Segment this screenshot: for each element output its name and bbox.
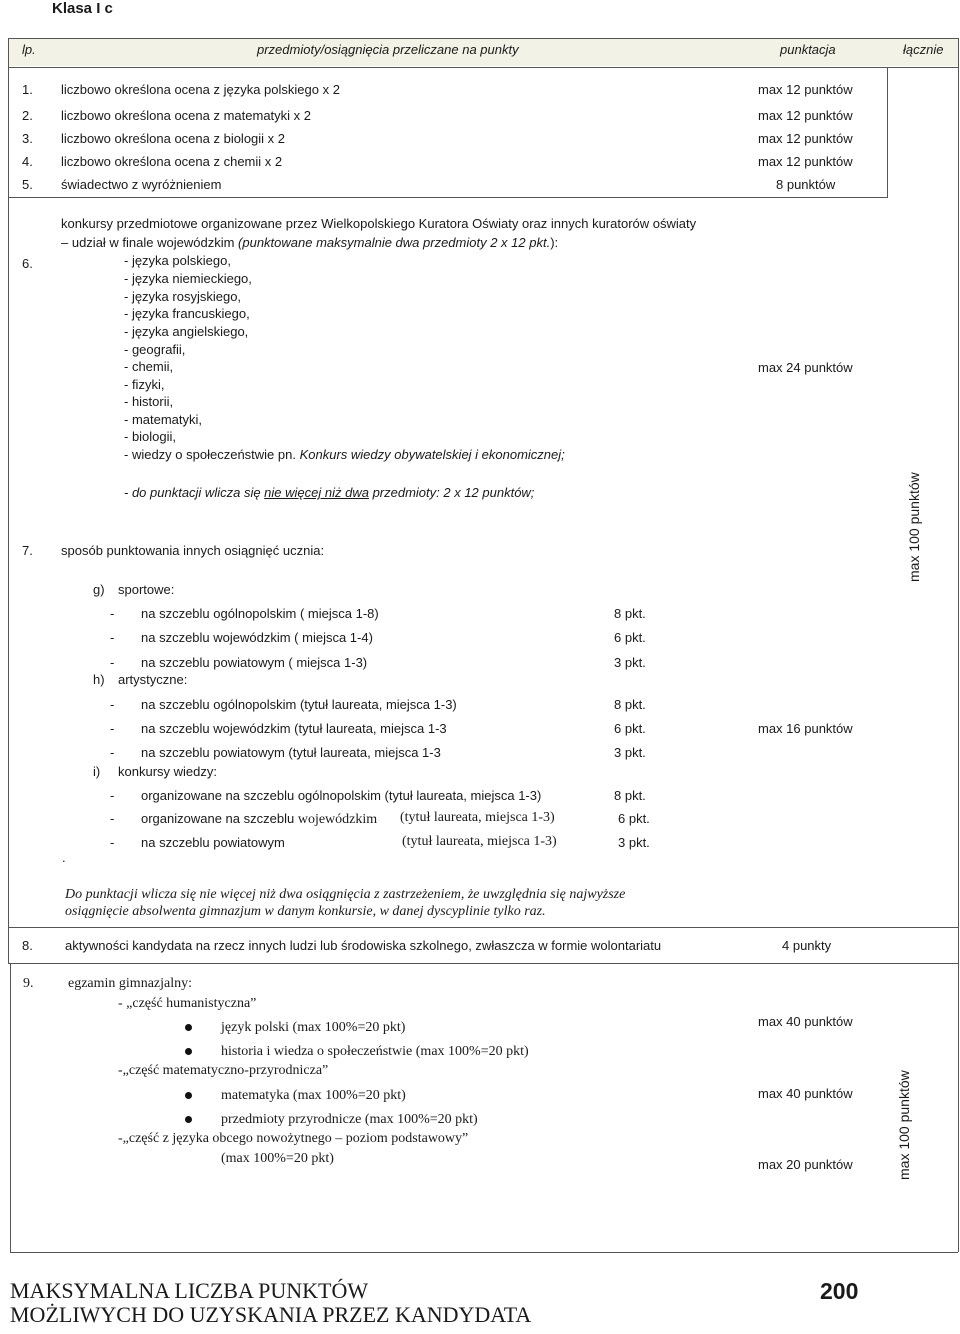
row9-title: egzamin gimnazjalny:	[68, 976, 193, 991]
row7-note-line1: Do punktacji wlicza się nie więcej niż dwa osiągnięcia z zastrzeżeniem, że uwzględnia się najwyższe	[65, 887, 626, 902]
row6-line2b: (punktowane maksymalnie dwa przedmioty 2 x 12 pkt.	[238, 235, 551, 250]
list-item-num: 5.	[22, 177, 33, 192]
row6-subject: - języka niemieckiego,	[124, 271, 252, 286]
bullet-icon	[185, 1092, 192, 1099]
row6-note-a: - do punktacji wlicza się	[124, 485, 265, 500]
row9-part2-item: przedmioty przyrodnicze (max 100%=20 pkt)	[221, 1112, 478, 1127]
row7-h-dash: -	[110, 745, 115, 760]
row6-subject: - języka francuskiego,	[124, 306, 250, 321]
header-points: punktacja	[780, 42, 836, 57]
row7-i-text	[141, 810, 377, 828]
row7-h-pts: 8 pkt.	[614, 697, 646, 712]
row7-points: max 16 punktów	[758, 721, 853, 736]
row7-i-title: konkursy wiedzy:	[118, 764, 217, 779]
row8-divider	[8, 963, 958, 964]
total-label-upper: max 100 punktów	[906, 472, 922, 582]
row6-subject: - fizyki,	[124, 377, 165, 392]
list-item-points: max 12 punktów	[758, 108, 853, 123]
row7-note-line2: osiągnięcie absolwenta gimnazjum w danym konkursie, w danej dyscyplinie tylko raz.	[65, 904, 546, 919]
row7-divider	[8, 927, 958, 928]
row6-subject: - biologii,	[124, 429, 177, 444]
row7-i-dash: -	[110, 835, 115, 850]
list-item-text: liczbowo określona ocena z matematyki x 2	[61, 108, 312, 123]
row6-line1: konkursy przedmiotowe organizowane przez Wielkopolskiego Kuratora Oświaty oraz innych kuratorów oświaty	[61, 216, 697, 231]
list-item-text: liczbowo określona ocena z biologii x 2	[61, 131, 286, 146]
row7-i-pts: 8 pkt.	[614, 788, 646, 803]
table-border-left	[8, 38, 9, 964]
row7-num: 7.	[22, 543, 33, 558]
list-item-text: liczbowo określona ocena z języka polskiego x 2	[61, 82, 340, 97]
row6-last-subject	[124, 447, 565, 462]
row7-h-text: na szczeblu powiatowym (tytuł laureata, miejsca 1-3	[141, 745, 441, 760]
row9-part2-item: matematyka (max 100%=20 pkt)	[221, 1088, 406, 1103]
list-item-points: max 12 punktów	[758, 154, 853, 169]
header-subject: przedmioty/osiągnięcia przeliczane na punkty	[257, 42, 519, 57]
row7-i-text-c: (tytuł laureata, miejsca 1-3)	[402, 834, 557, 849]
row9-part2: -„część matematyczno-przyrodnicza”	[118, 1063, 329, 1078]
list-item-text: świadectwo z wyróżnieniem	[61, 177, 222, 192]
row6-num: 6.	[22, 256, 33, 271]
footer-value: 200	[820, 1278, 859, 1304]
page-title: Klasa I c	[52, 0, 113, 17]
row8-num: 8.	[22, 938, 33, 953]
bullet-icon	[185, 1048, 192, 1055]
row7-h-title: artystyczne:	[118, 672, 188, 687]
row9-points: max 40 punktów	[758, 1086, 853, 1101]
footer-label-line2: MOŻLIWYCH DO UZYSKANIA PRZEZ KANDYDATA	[10, 1302, 532, 1327]
row7-i-text: organizowane na szczeblu ogólnopolskim (tytuł laureata, miejsca 1-3)	[141, 788, 542, 803]
row7-i-text-a: organizowane na szczeblu	[141, 811, 298, 826]
row7-i-dash: -	[110, 811, 115, 826]
row9-points: max 20 punktów	[758, 1157, 853, 1172]
row6-line2	[61, 235, 558, 250]
row7-g-text: na szczeblu ogólnopolskim ( miejsca 1-8)	[141, 606, 379, 621]
row7-i-text: na szczeblu powiatowym	[141, 835, 285, 850]
header-divider	[8, 67, 958, 68]
list-item-num: 3.	[22, 131, 33, 146]
list-item-num: 4.	[22, 154, 33, 169]
total-label-lower: max 100 punktów	[896, 1070, 912, 1180]
row7-i-pts: 6 pkt.	[618, 811, 650, 826]
list-item-num: 1.	[22, 82, 33, 97]
row6-subject: - chemii,	[124, 359, 174, 374]
row6-subject: - języka angielskiego,	[124, 324, 249, 339]
row5-divider	[8, 197, 888, 198]
row7-h-text: na szczeblu wojewódzkim (tytuł laureata, miejsca 1-3	[141, 721, 447, 736]
row6-points: max 24 punktów	[758, 360, 853, 375]
row7-g-dash: -	[110, 606, 115, 621]
list-item-num: 2.	[22, 108, 33, 123]
row6-last-a: - wiedzy o społeczeństwie pn.	[124, 447, 300, 462]
row7-g-dash: -	[110, 630, 115, 645]
table-border-right	[958, 38, 959, 1252]
row7-g-text: na szczeblu powiatowym ( miejsca 1-3)	[141, 655, 368, 670]
row6-subject: - języka rosyjskiego,	[124, 289, 242, 304]
row7-h-pts: 3 pkt.	[614, 745, 646, 760]
row7-h-dash: -	[110, 721, 115, 736]
row7-h-label: h)	[93, 672, 105, 687]
row6-subject: - historii,	[124, 394, 174, 409]
row9-part1: - „część humanistyczna”	[118, 996, 257, 1011]
row7-i-text-c: (tytuł laureata, miejsca 1-3)	[400, 810, 555, 825]
row6-subject: - języka polskiego,	[124, 253, 231, 268]
row6-note-b: przedmioty: 2 x 12 punktów;	[368, 485, 535, 500]
row7-h-dash: -	[110, 697, 115, 712]
row7-i-label: i)	[93, 764, 101, 779]
row6-subject: - matematyki,	[124, 412, 203, 427]
bullet-icon	[185, 1024, 192, 1031]
row9-part1-item: język polski (max 100%=20 pkt)	[221, 1020, 406, 1035]
row7-dot: .	[62, 850, 66, 865]
row7-h-text: na szczeblu ogólnopolskim (tytuł laureata, miejsca 1-3)	[141, 697, 457, 712]
row7-i-text-b: wojewódzkim	[297, 812, 378, 827]
row7-i-pts: 3 pkt.	[618, 835, 650, 850]
list-item-points: 8 punktów	[776, 177, 836, 192]
row6-note-underlined: nie więcej niż dwa	[264, 485, 369, 500]
total-column-left	[887, 68, 888, 198]
row9-part3-sub: (max 100%=20 pkt)	[221, 1151, 334, 1166]
row7-g-pts: 8 pkt.	[614, 606, 646, 621]
row9-num: 9.	[23, 976, 34, 991]
row8-points: 4 punkty	[782, 938, 832, 953]
row9-left	[10, 963, 11, 1253]
bullet-icon	[185, 1116, 192, 1123]
row7-g-pts: 6 pkt.	[614, 630, 646, 645]
row7-g-pts: 3 pkt.	[614, 655, 646, 670]
table-border-top	[8, 38, 958, 39]
row7-g-label: g)	[93, 582, 105, 597]
list-item-points: max 12 punktów	[758, 131, 853, 146]
header-lp: lp.	[22, 42, 36, 57]
footer-label-line1: MAKSYMALNA LICZBA PUNKTÓW	[10, 1278, 369, 1303]
list-item-text: liczbowo określona ocena z chemii x 2	[61, 154, 283, 169]
row9-part3: -„część z języka obcego nowożytnego – poziom podstawowy”	[118, 1131, 469, 1146]
list-item-points: max 12 punktów	[758, 82, 853, 97]
row7-g-dash: -	[110, 655, 115, 670]
row9-points: max 40 punktów	[758, 1014, 853, 1029]
row6-note	[124, 485, 534, 500]
row9-bottom	[10, 1252, 958, 1253]
row6-line2a: – udział w finale wojewódzkim	[61, 235, 239, 250]
header-total: łącznie	[903, 42, 944, 57]
row9-part1-item: historia i wiedza o społeczeństwie (max 100%=20 pkt)	[221, 1044, 529, 1059]
row6-last-b: Konkurs wiedzy obywatelskiej i ekonomicznej;	[299, 447, 565, 462]
row8-text: aktywności kandydata na rzecz innych ludzi lub środowiska szkolnego, zwłaszcza w formie wolontariatu	[65, 938, 662, 953]
row7-g-title: sportowe:	[118, 582, 175, 597]
row7-i-dash: -	[110, 788, 115, 803]
row7-h-pts: 6 pkt.	[614, 721, 646, 736]
row7-title: sposób punktowania innych osiągnięć ucznia:	[61, 543, 325, 558]
row6-subject: - geografii,	[124, 342, 186, 357]
row7-g-text: na szczeblu wojewódzkim ( miejsca 1-4)	[141, 630, 373, 645]
row6-line2c: ):	[550, 235, 559, 250]
